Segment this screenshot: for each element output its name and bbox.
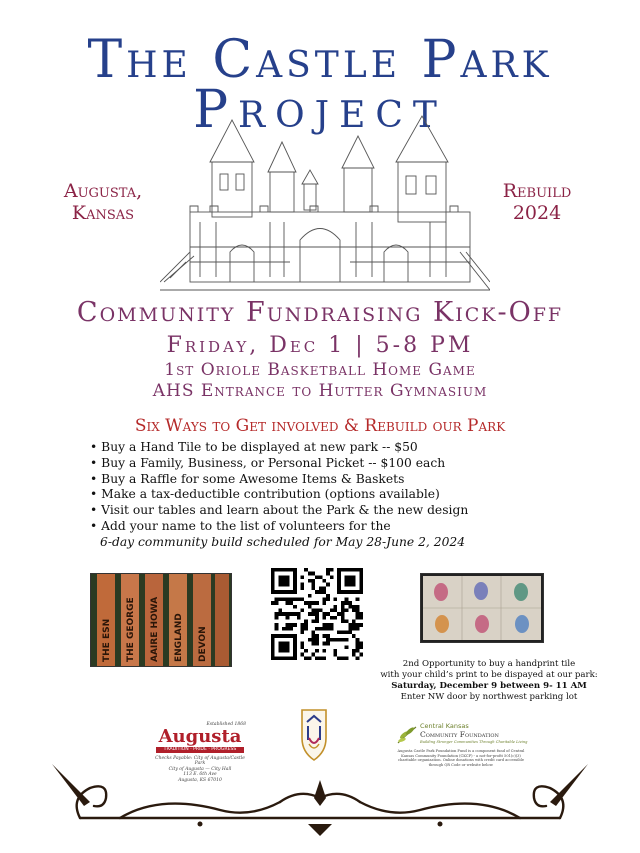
event-game: 1st Oriole Basketball Home Game [164, 360, 476, 380]
checks-payable: Checks Payable: City of Augusta/Castle Park [155, 755, 245, 766]
location-state: Kansas [71, 202, 135, 224]
event-date: Friday, Dec 1 | 5-8 PM [166, 333, 474, 358]
picket-label: AAIRE HOWA [150, 596, 160, 662]
list-item: • Buy a Family, Business, or Personal Picket -- $100 each [90, 455, 446, 470]
title-line-1: The Castle Park [87, 30, 553, 90]
handprint-tiles-image [421, 574, 543, 642]
castle-sketch-illustration [160, 112, 490, 297]
list-item: • Visit our tables and learn about the Park & the new design [90, 503, 469, 518]
picket-label: ENGLAND [174, 613, 184, 662]
handprint-line-2: with your child’s print to be dispayed at our park: [380, 670, 598, 680]
ckcf-fine-print: Augusta Castle Park Foundation Fund is a component fund of Central Kansas Community Foundation (CKCF) - a not-for-profit 501(c)(3) charitable organization. Online donations with credit card accessible through QR Code or website below. [397, 749, 525, 767]
event-location: AHS Entrance to Hutter Gymnasium [152, 381, 488, 401]
list-item: • Add your name to the list of volunteers for the [90, 518, 391, 533]
ckcf-name-line-2: Community Foundation [420, 730, 499, 739]
leaf-branch-icon [396, 723, 418, 745]
list-item: • Make a tax-deductible contribution (options available) [90, 487, 440, 502]
handprint-date: Saturday, December 9 between 9- 11 AM [391, 681, 587, 691]
ckcf-tagline: Building Stronger Communities Through Charitable Living [420, 740, 528, 744]
pickets-photo [90, 573, 232, 667]
list-item: • Buy a Hand Tile to be displayed at new park -- $50 [90, 440, 418, 454]
augusta-established: Established 1868 [206, 722, 246, 727]
donation-qr-code[interactable] [271, 568, 363, 660]
pickets-image [91, 574, 231, 666]
handprint-entrance: Enter NW door by northwest parking lot [400, 692, 578, 702]
location-city: Augusta, [63, 180, 143, 202]
castle-park-crest-icon [300, 708, 328, 762]
augusta-tagline: TRADITION · PRIDE · PROGRESS [156, 747, 244, 753]
volunteer-build-note: 6-day community build scheduled for May 28-June 2, 2024 [100, 534, 466, 549]
city-street: 113 E. 6th Ave [183, 772, 217, 777]
picket-label: DEVON [198, 626, 208, 662]
handprint-line-1: 2nd Opportunity to buy a handprint tile [402, 659, 576, 669]
city-zip: Augusta, KS 67010 [178, 777, 222, 783]
qr-code-pattern [271, 568, 363, 660]
location-caption [48, 180, 158, 224]
ways-list [90, 440, 570, 551]
rebuild-year: 2024 [512, 202, 562, 224]
title-line-2: Project [193, 80, 447, 140]
handprint-note [378, 659, 600, 703]
kickoff-heading: Community Fundraising Kick-Off [76, 297, 564, 328]
augusta-logo-text: Augusta [158, 725, 242, 747]
ways-heading: Six Ways to Get involved & Rebuild our Park [134, 416, 506, 436]
list-item: • Buy a Raffle for some Awesome Items & Baskets [90, 471, 405, 486]
ornamental-flourish-border [50, 755, 590, 838]
rebuild-caption [482, 180, 592, 224]
ckcf-name-line-1: Central Kansas [420, 722, 469, 730]
rebuild-label: Rebuild [502, 180, 572, 202]
handprint-tiles-photo [420, 573, 544, 643]
city-hall: City of Augusta — City Hall [168, 766, 232, 772]
picket-label: THE ESN [102, 618, 112, 662]
picket-label: THE GEORGE [126, 597, 136, 662]
